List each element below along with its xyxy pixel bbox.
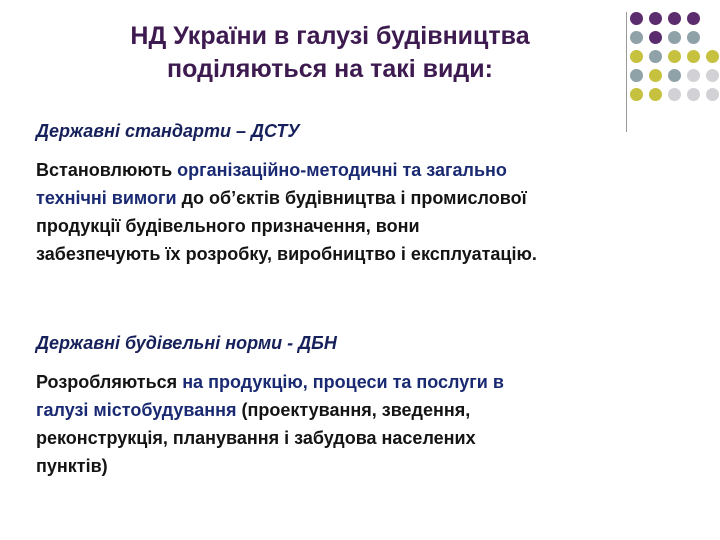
decorative-dot (687, 88, 700, 101)
section-text-dbn (36, 368, 706, 480)
highlight-run: галузі містобудування (36, 400, 237, 420)
decorative-dot (649, 50, 662, 63)
slide-title-line-1: НД України в галузі будівництва (130, 22, 530, 50)
decorative-dot (668, 50, 681, 63)
text-line: пунктів) (36, 456, 108, 476)
decorative-dot (630, 69, 643, 82)
decorative-dot (687, 50, 700, 63)
decorative-dot (706, 50, 719, 63)
decorative-dot (687, 31, 700, 44)
highlight-run: на продукцію, процеси та послуги в (182, 372, 504, 392)
decorative-dot (687, 12, 700, 25)
text-run: (проектування, зведення, (236, 400, 471, 420)
decorative-dot (649, 31, 662, 44)
section-heading-dstu: Державні стандарти – ДСТУ (36, 121, 300, 141)
decorative-dot (668, 88, 681, 101)
text-line: забезпечують їх розробку, виробництво і експлуатацію. (36, 244, 537, 264)
text-run: Встановлюють (36, 160, 178, 180)
highlight-run: технічні вимоги (36, 188, 177, 208)
text-run: до об’єктів будівництва і промислової (176, 188, 527, 208)
decorative-dot (630, 50, 643, 63)
decorative-dot (649, 69, 662, 82)
highlight-run: організаційно-методичні та загально (177, 160, 507, 180)
section-text-dstu (36, 156, 706, 268)
decorative-dot (668, 31, 681, 44)
decorative-dot (630, 12, 643, 25)
text-line: продукції будівельного призначення, вони (36, 216, 420, 236)
text-line: реконструкція, планування і забудова населених (36, 428, 476, 448)
decorative-dot (649, 12, 662, 25)
decorative-dot (630, 88, 643, 101)
decorative-dot (706, 69, 719, 82)
decorative-dot-grid (0, 0, 720, 140)
decorative-dot (649, 88, 662, 101)
text-run: Розробляються (36, 372, 183, 392)
decorative-dot (630, 31, 643, 44)
decorative-dot (706, 88, 719, 101)
decorative-dot (668, 12, 681, 25)
decorative-dot (668, 69, 681, 82)
decorative-dot (687, 69, 700, 82)
slide-title-line-2: поділяються на такі види: (167, 55, 493, 83)
section-heading-dbn: Державні будівельні норми - ДБН (36, 333, 337, 353)
